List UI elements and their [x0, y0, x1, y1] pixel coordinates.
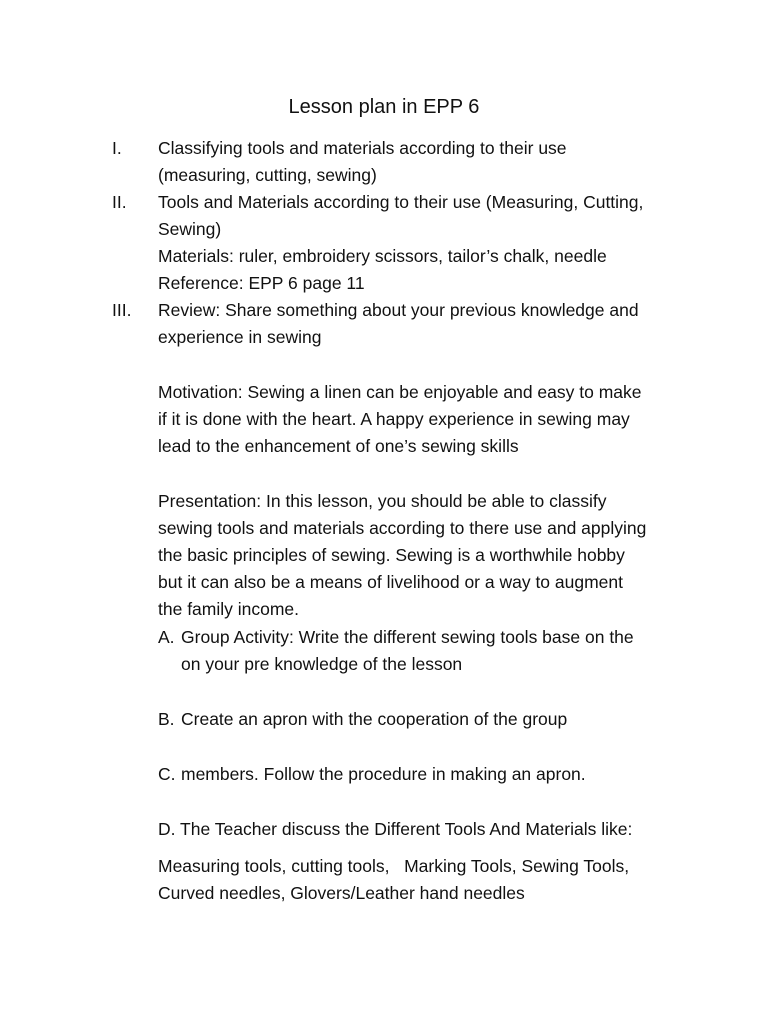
section-3-line: Review: Share something about your previous knowledge and [158, 300, 639, 320]
motivation-line: Motivation: Sewing a linen can be enjoyable and easy to make [158, 382, 642, 402]
section-numeral-1: I. [112, 138, 122, 158]
activity-b-line: Create an apron with the cooperation of the group [181, 709, 568, 729]
presentation-line: the basic principles of sewing. Sewing is a worthwhile hobby [158, 545, 625, 565]
section-2-line: Sewing) [158, 219, 222, 239]
tools-line: Measuring tools, cutting tools, Marking Tools, Sewing Tools, [158, 856, 630, 876]
section-2 [158, 189, 718, 297]
teacher-discussion-line: D. The Teacher discuss the Different Tools And Materials like: [158, 819, 633, 839]
activity-label-a: A. [158, 627, 175, 647]
section-2-line: Reference: EPP 6 page 11 [158, 273, 365, 293]
motivation-line: lead to the enhancement of one’s sewing skills [158, 436, 519, 456]
section-1-line: Classifying tools and materials according to their use [158, 138, 567, 158]
activity-label-c: C. [158, 764, 176, 784]
section-3 [158, 297, 718, 351]
activity-c-line: members. Follow the procedure in making an apron. [181, 764, 586, 784]
tools-line: Curved needles, Glovers/Leather hand needles [158, 883, 525, 903]
activity-a-line: on your pre knowledge of the lesson [181, 654, 463, 674]
section-1 [158, 135, 718, 189]
presentation-paragraph [158, 488, 718, 623]
section-numeral-3: III. [112, 300, 132, 320]
presentation-line: but it can also be a means of livelihood or a way to augment [158, 572, 623, 592]
page-title: Lesson plan in EPP 6 [288, 96, 480, 118]
section-numeral-2: II. [112, 192, 127, 212]
section-2-line: Tools and Materials according to their use (Measuring, Cutting, [158, 192, 644, 212]
motivation-paragraph [158, 379, 718, 460]
presentation-line: Presentation: In this lesson, you should be able to classify [158, 491, 607, 511]
section-1-line: (measuring, cutting, sewing) [158, 165, 377, 185]
activity-a-line: Group Activity: Write the different sewing tools base on the [181, 627, 634, 647]
section-3-line: experience in sewing [158, 327, 322, 347]
motivation-line: if it is done with the heart. A happy experience in sewing may [158, 409, 630, 429]
activity-label-b: B. [158, 709, 175, 729]
presentation-line: sewing tools and materials according to there use and applying [158, 518, 647, 538]
section-2-line: Materials: ruler, embroidery scissors, tailor’s chalk, needle [158, 246, 607, 266]
presentation-line: the family income. [158, 599, 300, 619]
